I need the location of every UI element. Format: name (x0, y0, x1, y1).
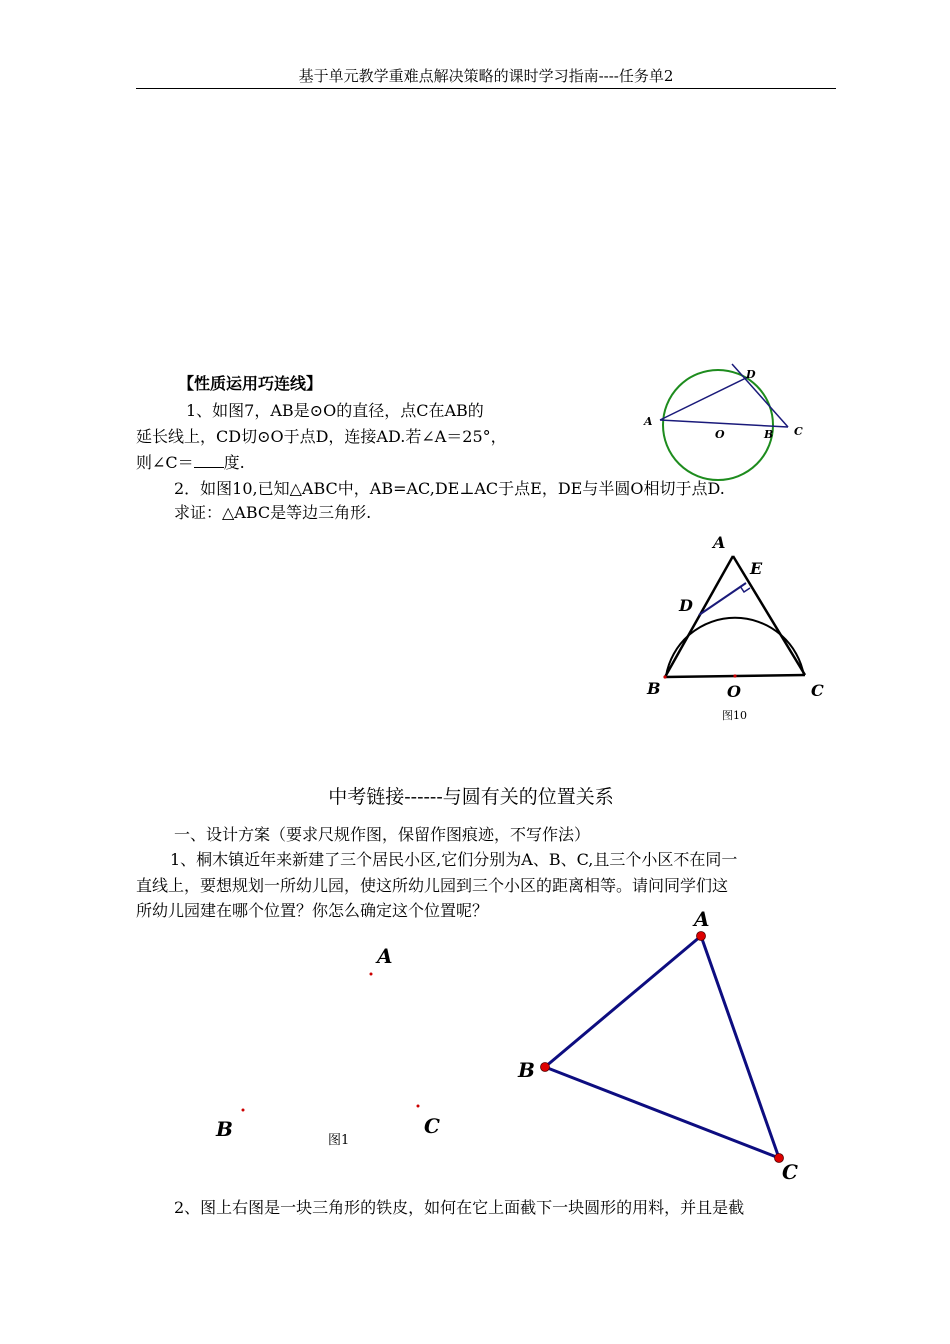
fig10-side-ab (665, 556, 733, 677)
s2-q1-line1: 1、桐木镇近年来新建了三个居民小区,它们分别为A、B、C,且三个小区不在同一 (170, 850, 738, 869)
fig10-line-de (699, 583, 746, 615)
q2-line2: 求证：△ABC是等边三角形. (174, 503, 372, 522)
figure-10 (636, 528, 836, 728)
triangle-edges (545, 936, 779, 1158)
fig7-label-o: O (715, 428, 725, 441)
triangle-label-c: C (782, 1160, 798, 1184)
s2-q2-line1: 2、图上右图是一块三角形的铁皮，如何在它上面截下一块圆形的用料，并且是截 (174, 1198, 745, 1217)
fig10-point-b (663, 675, 666, 678)
fig1-label-a: A (377, 944, 393, 968)
s2-q1-line2: 直线上，要想规划一所幼儿园，使这所幼儿园到三个小区的距离相等。请问同学们这 (136, 876, 729, 895)
fig7-chord-ad (660, 377, 748, 420)
fig1-label-c: C (424, 1114, 440, 1138)
s2-q1-line3: 所幼儿园建在哪个位置？你怎么确定这个位置呢？ (136, 901, 489, 920)
section-title-exam-link: 中考链接------与圆有关的位置关系 (328, 786, 614, 808)
part1-heading: 一、设计方案（要求尺规作图，保留作图痕迹，不写作法） (174, 825, 591, 844)
fig7-label-b: B (764, 428, 774, 441)
triangle-label-a: A (694, 907, 710, 931)
fig1-point-b (242, 1109, 245, 1112)
fig7-tangent-cd (732, 364, 788, 427)
fig7-label-d: D (746, 368, 756, 381)
q1-line2: 延长线上，CD切⊙O于点D，连接AD.若∠A＝25°， (136, 427, 507, 446)
fig7-line-ac (660, 420, 788, 427)
fig10-right-angle-mark (740, 586, 750, 592)
fig10-label-c: C (811, 681, 824, 700)
fig10-label-b: B (647, 679, 661, 698)
vertex-b[interactable] (541, 1063, 550, 1072)
section-heading-property: 【性质运用巧连线】 (178, 374, 323, 393)
fig10-label-o: O (727, 682, 741, 701)
q1-line1: 1、如图7，AB是⊙O的直径，点C在AB的 (186, 401, 484, 420)
header-divider (136, 88, 836, 89)
q1-line3 (136, 450, 245, 476)
fig1-label-b: B (216, 1117, 233, 1141)
fig7-label-c: C (794, 425, 803, 438)
fig10-label-e: E (750, 559, 763, 578)
triangle-label-b: B (518, 1058, 535, 1082)
fig10-semicircle (666, 618, 804, 676)
figure-1 (200, 935, 460, 1150)
fig10-point-o (733, 674, 736, 677)
fig10-label-a: A (713, 533, 726, 552)
figure-7 (630, 360, 810, 485)
fig7-label-a: A (644, 415, 653, 428)
q1-line3-prefix: 则∠C＝ (136, 453, 194, 472)
page-header: 基于单元教学重难点解决策略的课时学习指南----任务单2 (298, 67, 674, 85)
answer-blank[interactable] (194, 451, 224, 468)
triangle-figure (510, 905, 820, 1185)
q1-line3-suffix: 度. (223, 453, 245, 472)
vertex-a[interactable] (697, 932, 706, 941)
fig10-label-d: D (679, 596, 693, 615)
fig10-caption: 图10 (722, 709, 747, 722)
fig1-caption: 图1 (328, 1133, 350, 1148)
fig1-point-a (370, 973, 373, 976)
q2-line1: 2．如图10,已知△ABC中，AB=AC,DE⊥AC于点E，DE与半圆O相切于点D. (174, 479, 725, 498)
fig1-point-c (417, 1105, 420, 1108)
fig10-side-ac (733, 556, 805, 675)
